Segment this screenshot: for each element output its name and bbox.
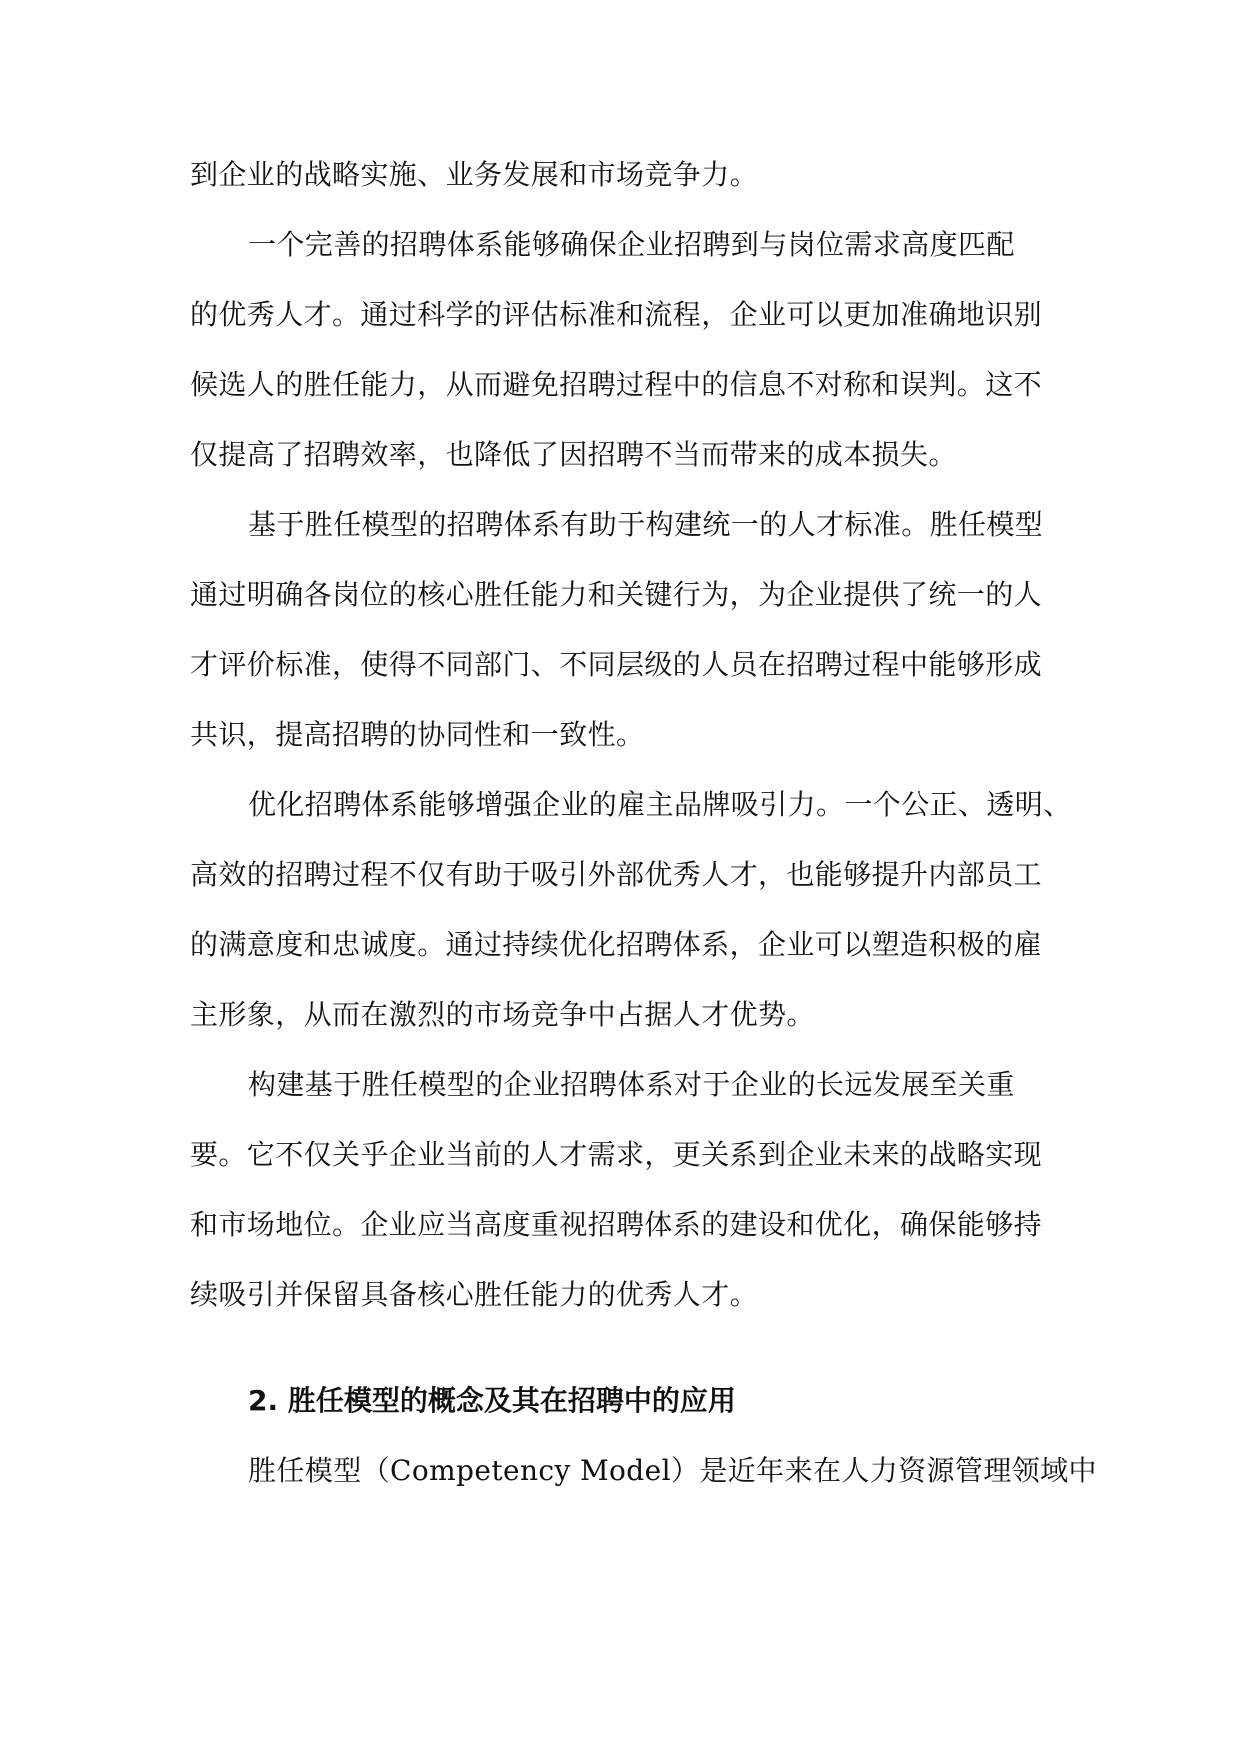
text-line: 优化招聘体系能够增强企业的雇主品牌吸引力。一个公正、透明、 (248, 788, 1072, 821)
text-line: 高效的招聘过程不仅有助于吸引外部优秀人才，也能够提升内部员工 (190, 858, 1043, 891)
section-heading: 2. 胜任模型的概念及其在招聘中的应用 (248, 1384, 736, 1417)
text-line: 续吸引并保留具备核心胜任能力的优秀人才。 (190, 1278, 759, 1311)
text-line: 仅提高了招聘效率，也降低了因招聘不当而带来的成本损失。 (190, 438, 957, 471)
paragraph-5 (190, 1050, 1050, 1330)
text-line: 主形象，从而在激烈的市场竞争中占据人才优势。 (190, 998, 815, 1031)
text-line: 要。它不仅关乎企业当前的人才需求，更关系到企业未来的战略实现 (190, 1138, 1043, 1171)
document-page (190, 140, 1097, 1506)
text-line: 构建基于胜任模型的企业招聘体系对于企业的长远发展至关重 (248, 1068, 1015, 1101)
text-line: 到企业的战略实施、业务发展和市场竞争力。 (190, 158, 759, 191)
text-line: 的满意度和忠诚度。通过持续优化招聘体系，企业可以塑造积极的雇 (190, 928, 1043, 961)
text-line: 胜任模型（Competency Model）是近年来在人力资源管理领域中 (248, 1454, 1097, 1487)
text-line: 才评价标准，使得不同部门、不同层级的人员在招聘过程中能够形成 (190, 648, 1043, 681)
text-line: 和市场地位。企业应当高度重视招聘体系的建设和优化，确保能够持 (190, 1208, 1043, 1241)
text-line: 通过明确各岗位的核心胜任能力和关键行为，为企业提供了统一的人 (190, 578, 1043, 611)
text-line: 的优秀人才。通过科学的评估标准和流程，企业可以更加准确地识别 (190, 298, 1043, 331)
paragraph-4 (190, 770, 1072, 1050)
paragraph-2 (190, 210, 1050, 490)
text-line: 候选人的胜任能力，从而避免招聘过程中的信息不对称和误判。这不 (190, 368, 1043, 401)
paragraph-3 (190, 490, 1050, 770)
paragraph-1 (190, 140, 1050, 210)
text-line: 一个完善的招聘体系能够确保企业招聘到与岗位需求高度匹配 (248, 228, 1015, 261)
text-line: 共识，提高招聘的协同性和一致性。 (190, 718, 645, 751)
paragraph-6 (190, 1436, 1097, 1506)
text-line: 基于胜任模型的招聘体系有助于构建统一的人才标准。胜任模型 (248, 508, 1044, 541)
